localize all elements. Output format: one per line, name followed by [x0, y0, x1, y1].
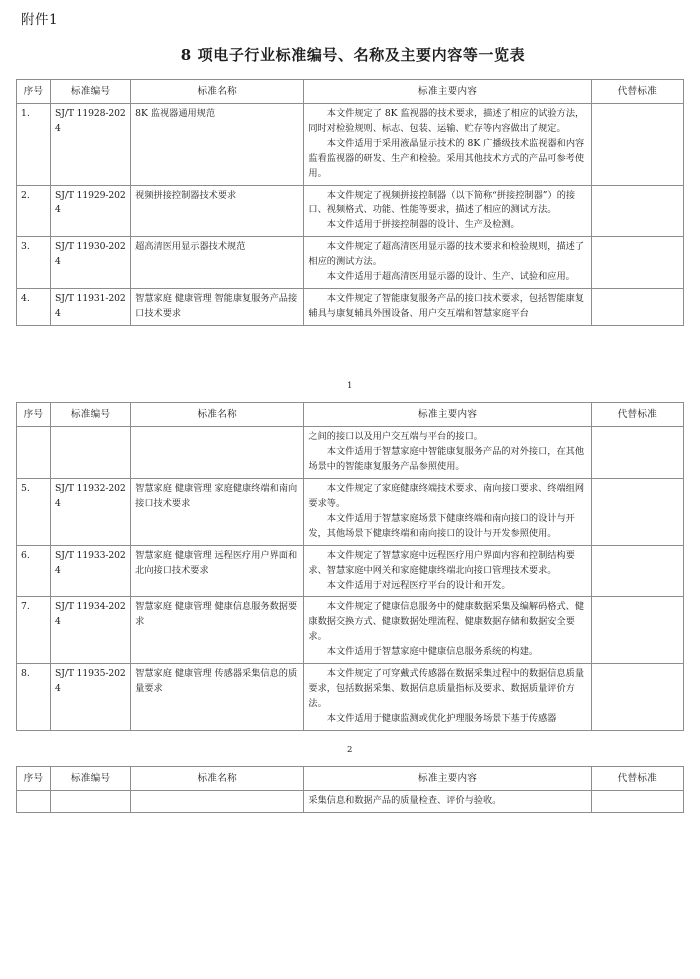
cell-serial-number: 5.: [17, 479, 51, 546]
table-row: [17, 427, 684, 479]
page-folio-2: 2: [347, 744, 353, 755]
cell-replaced-standard: [591, 791, 683, 813]
table-body-page3: [17, 791, 684, 813]
content-paragraph: 本文件适用于对远程医疗平台的设计和开发。: [326, 579, 511, 591]
content-paragraph: 本文件规定了健康信息服务中的健康数据采集及编解码格式、健康数据交换方式、健康数据处理流程、健康数据存储和数据安全要求。: [308, 601, 585, 643]
table-row: [17, 104, 684, 186]
table-row: [17, 791, 684, 813]
cell-standard-name: 智慧家庭 健康管理 健康信息服务数据要求: [131, 597, 304, 664]
content-paragraph: 本文件规定了视频拼接控制器（以下简称“拼接控制器”）的接口、视频格式、功能、性能等要求，描述了相应的测试方法。: [308, 189, 576, 216]
content-paragraph: 采集信息和数据产品的质量检查、评价与验收。: [308, 795, 502, 807]
cell-standard-code: SJ/T 11935-2024: [51, 664, 131, 731]
standards-table-page1: [16, 79, 684, 326]
cell-serial-number: [17, 427, 51, 479]
cell-main-content: [304, 791, 591, 813]
content-paragraph: 本文件适用于智慧家庭中智能康复服务产品的对外接口，在其他场景中的智能康复服务产品参照使用。: [308, 446, 585, 473]
cell-main-content: [304, 664, 591, 731]
column-header-no: 序号: [17, 766, 51, 791]
table-row: [17, 545, 684, 597]
cell-standard-name: [131, 427, 304, 479]
cell-standard-name: 智慧家庭 健康管理 传感器采集信息的质量要求: [131, 664, 304, 731]
cell-standard-name: 视频拼接控制器技术要求: [131, 185, 304, 237]
cell-replaced-standard: [591, 185, 683, 237]
content-paragraph: 本文件规定了 8K 监视器的技术要求，描述了相应的试验方法，同时对检验规则、标志、包装、运输、贮存等内容做出了规定。: [308, 108, 585, 134]
cell-main-content: [304, 597, 591, 664]
cell-replaced-standard: [591, 427, 683, 479]
cell-replaced-standard: [591, 545, 683, 597]
content-paragraph: 本文件规定了智能康复服务产品的接口技术要求，包括智能康复辅具与康复辅具外围设备、用户交互端和智慧家庭平台: [308, 293, 585, 319]
table-row: [17, 185, 684, 237]
content-paragraph: 本文件规定了家庭健康终端技术要求、南向接口要求、终端组网要求等。: [308, 483, 585, 509]
cell-main-content: [304, 479, 591, 546]
column-header-replaced: 代替标准: [591, 766, 683, 791]
cell-standard-name: 智慧家庭 健康管理 远程医疗用户界面和北向接口技术要求: [131, 545, 304, 597]
cell-standard-code: SJ/T 11934-2024: [51, 597, 131, 664]
cell-standard-code: SJ/T 11930-2024: [51, 237, 131, 289]
cell-standard-code: SJ/T 11933-2024: [51, 545, 131, 597]
content-paragraph: 本文件适用于智慧家庭中健康信息服务系统的构建。: [326, 646, 539, 658]
table-row: [17, 664, 684, 731]
column-header-name: 标准名称: [131, 766, 304, 791]
table-header-row: [17, 402, 684, 427]
column-header-no: 序号: [17, 402, 51, 427]
table-header-row: [17, 766, 684, 791]
column-header-code: 标准编号: [51, 402, 131, 427]
cell-replaced-standard: [591, 237, 683, 289]
cell-serial-number: 7.: [17, 597, 51, 664]
table-row: [17, 597, 684, 664]
cell-serial-number: 3.: [17, 237, 51, 289]
table-row: [17, 237, 684, 289]
cell-replaced-standard: [591, 104, 683, 186]
content-paragraph: 本文件适用于健康监测或优化护理服务场景下基于传感器: [326, 712, 557, 724]
cell-main-content: [304, 104, 591, 186]
column-header-no: 序号: [17, 79, 51, 104]
cell-standard-code: SJ/T 11928-2024: [51, 104, 131, 186]
cell-standard-name: 超高清医用显示器技术规范: [131, 237, 304, 289]
cell-main-content: [304, 237, 591, 289]
page-title: 8 项电子行业标准编号、名称及主要内容等一览表: [180, 45, 526, 64]
table-body-page2: [17, 427, 684, 730]
column-header-code: 标准编号: [51, 79, 131, 104]
cell-standard-code: SJ/T 11929-2024: [51, 185, 131, 237]
cell-standard-code: [51, 427, 131, 479]
cell-serial-number: 6.: [17, 545, 51, 597]
content-paragraph: 本文件适用于智慧家庭场景下健康终端和南向接口的设计与开发，其他场景下健康终端和南向接口的设计与开发参照使用。: [308, 512, 575, 539]
table-row: [17, 289, 684, 326]
cell-serial-number: [17, 791, 51, 813]
standards-table-page2: [16, 402, 684, 731]
table-row: [17, 479, 684, 546]
attachment-label: 附件1: [21, 12, 59, 28]
content-paragraph: 本文件适用于拼接控制器的设计、生产及检测。: [326, 219, 520, 231]
column-header-replaced: 代替标准: [591, 402, 683, 427]
cell-standard-name: [131, 791, 304, 813]
cell-replaced-standard: [591, 664, 683, 731]
cell-standard-name: 智慧家庭 健康管理 家庭健康终端和南向接口技术要求: [131, 479, 304, 546]
cell-serial-number: 1.: [17, 104, 51, 186]
column-header-content: 标准主要内容: [304, 402, 591, 427]
column-header-name: 标准名称: [131, 79, 304, 104]
cell-standard-code: [51, 791, 131, 813]
cell-main-content: [304, 185, 591, 237]
cell-serial-number: 4.: [17, 289, 51, 326]
cell-standard-name: 智慧家庭 健康管理 智能康复服务产品接口技术要求: [131, 289, 304, 326]
page-break-spacer-2: [16, 731, 684, 745]
content-paragraph: 本文件规定了智慧家庭中远程医疗用户界面内容和控制结构要求、智慧家庭中网关和家庭健康终端北向接口管理技术要求。: [308, 549, 575, 576]
cell-serial-number: 2.: [17, 185, 51, 237]
content-paragraph: 本文件规定了可穿戴式传感器在数据采集过程中的数据信息质量要求，包括数据采集、数据信息质量指标及要求、数据质量评价方法。: [308, 668, 585, 709]
content-paragraph: 之间的接口以及用户交互端与平台的接口。: [308, 431, 483, 443]
page-folio-1: 1: [347, 380, 353, 391]
cell-replaced-standard: [591, 597, 683, 664]
cell-serial-number: 8.: [17, 664, 51, 731]
column-header-replaced: 代替标准: [591, 79, 683, 104]
cell-replaced-standard: [591, 289, 683, 326]
cell-standard-name: 8K 监视器通用规范: [131, 104, 304, 186]
content-paragraph: 本文件规定了超高清医用显示器的技术要求和检验规则，描述了相应的测试方法。: [308, 241, 585, 268]
table-header-row: [17, 79, 684, 104]
column-header-content: 标准主要内容: [304, 79, 591, 104]
cell-main-content: [304, 545, 591, 597]
cell-standard-code: SJ/T 11931-2024: [51, 289, 131, 326]
cell-replaced-standard: [591, 479, 683, 546]
page-break-spacer-1: [16, 326, 684, 381]
column-header-code: 标准编号: [51, 766, 131, 791]
cell-standard-code: SJ/T 11932-2024: [51, 479, 131, 546]
table-body-page1: [17, 104, 684, 326]
content-paragraph: 本文件适用于采用液晶显示技术的 8K 广播级技术监视器和内容监看监视器的研发、生产和检验。采用其他技术方式的产品可参考使用。: [308, 137, 585, 179]
column-header-name: 标准名称: [131, 402, 304, 427]
column-header-content: 标准主要内容: [304, 766, 591, 791]
cell-main-content: [304, 427, 591, 479]
cell-main-content: [304, 289, 591, 326]
standards-table-page3: [16, 766, 684, 813]
content-paragraph: 本文件适用于超高清医用显示器的设计、生产、试验和应用。: [326, 271, 575, 283]
